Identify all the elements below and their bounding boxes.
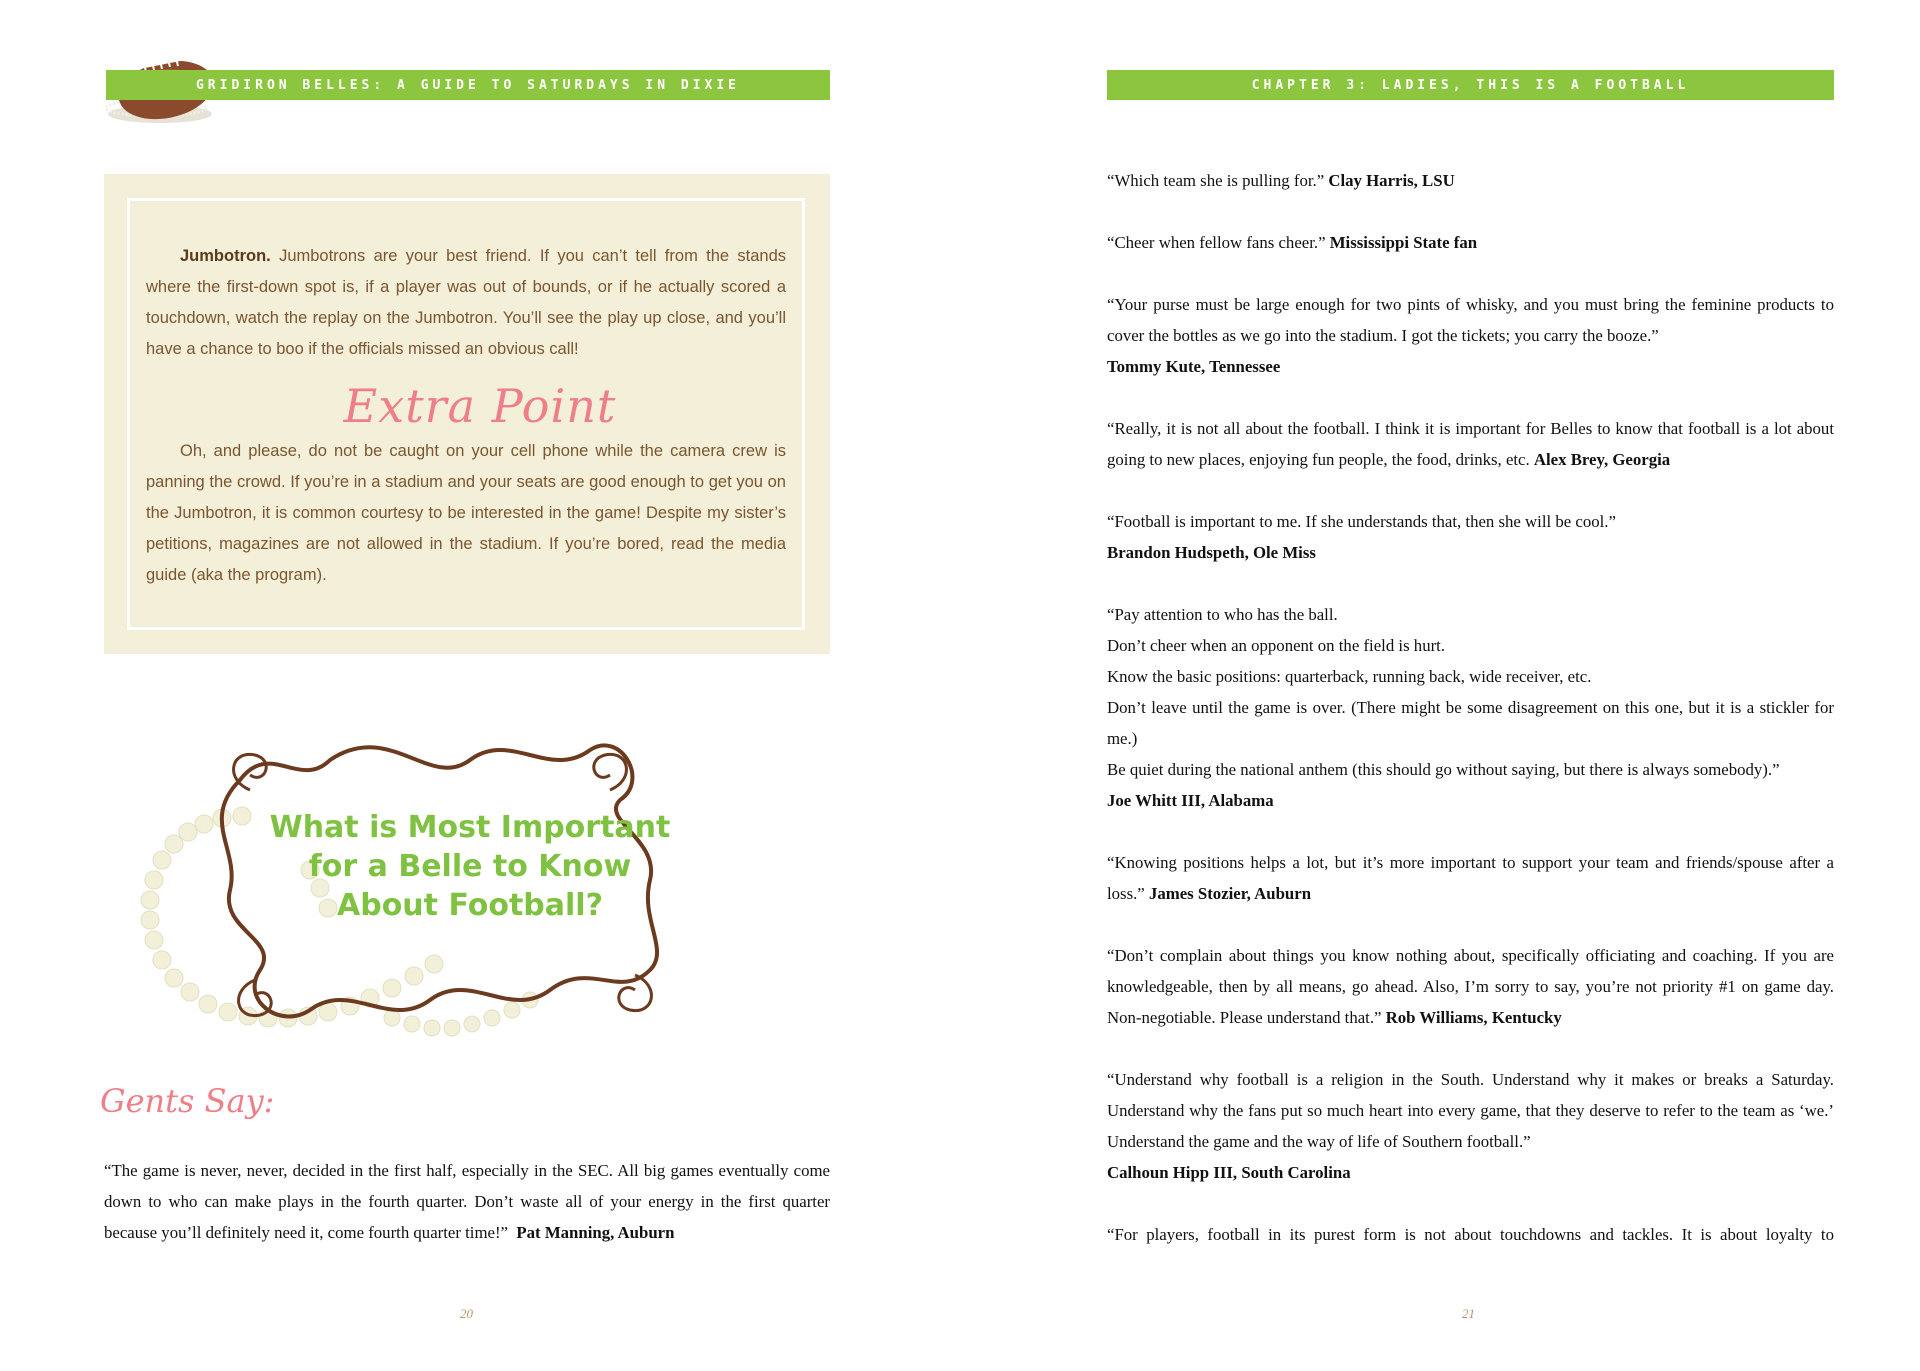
section-heading-line: About Football? xyxy=(337,888,603,923)
section-heading xyxy=(240,808,700,925)
quote-line: “Pay attention to who has the ball. xyxy=(1107,605,1338,624)
quote-paragraph xyxy=(1107,1064,1834,1188)
quote-paragraph xyxy=(1107,506,1834,568)
quote-text: “Don’t complain about things you know nothing about, specifically officiating and coaching. If you are knowledgeable, then by all means, go ahead. Also, I’m sorry to say, you’re not priority #1 on game day. Non-negotiable. Please understand that.” xyxy=(1107,946,1834,1027)
quote-text: “Football is important to me. If she understands that, then she will be cool.” xyxy=(1107,512,1616,531)
page-number: 20 xyxy=(460,1306,473,1321)
extra-point-paragraph: Oh, and please, do not be caught on your cell phone while the camera crew is panning the crowd. If you’re in a stadium and your seats are good enough to get you on the Jumbotron, it is common courtesy to be interested in the game! Despite my sister’s petitions, magazines are not allowed in the stadium. If you’re bored, read the media guide (aka the program). xyxy=(146,442,786,584)
quote-paragraph xyxy=(1107,599,1834,816)
gents-say-heading: Gents Say: xyxy=(100,1082,275,1120)
quote-line: Be quiet during the national anthem (this should go without saying, but there is always somebody).” xyxy=(1107,760,1780,779)
quote-line: Don’t leave until the game is over. (There might be some disagreement on this one, but it is a stickler for me.) xyxy=(1107,698,1834,748)
quote-paragraph xyxy=(1107,413,1834,475)
quote-attribution: Joe Whitt III, Alabama xyxy=(1107,791,1274,810)
quote-text: “The game is never, never, decided in the first half, especially in the SEC. All big games eventually come down to who can make plays in the fourth quarter. Don’t waste all of your energy in the first quarter because you’ll definitely need it, come fourth quarter time!” xyxy=(104,1161,830,1242)
sidebar-box xyxy=(104,174,830,654)
quote-attribution: Rob Williams, Kentucky xyxy=(1385,1008,1562,1027)
quote-attribution: James Stozier, Auburn xyxy=(1148,884,1312,903)
quote-attribution: Mississippi State fan xyxy=(1329,233,1478,252)
quote-line: Know the basic positions: quarterback, running back, wide receiver, etc. xyxy=(1107,667,1592,686)
quote-text: “Your purse must be large enough for two pints of whisky, and you must bring the feminine products to cover the bottles as we go into the stadium. I got the tickets; you carry the booze.” xyxy=(1107,295,1834,345)
quote-attribution: Calhoun Hipp III, South Carolina xyxy=(1107,1163,1351,1182)
quote-text: “Really, it is not all about the football. I think it is important for Belles to know that football is a lot about going to new places, enjoying fun people, the food, drinks, etc. xyxy=(1107,419,1834,469)
quote-paragraph xyxy=(1107,227,1834,258)
quote-text: “Knowing positions helps a lot, but it’s more important to support your team and friends/spouse after a loss.” xyxy=(1107,853,1834,903)
jumbotron-paragraph xyxy=(130,241,802,365)
quote-paragraph xyxy=(1107,289,1834,382)
sidebar-frame xyxy=(127,198,805,630)
quote-attribution: Brandon Hudspeth, Ole Miss xyxy=(1107,543,1316,562)
right-page xyxy=(960,0,1920,1371)
quotes-column xyxy=(1107,165,1834,1281)
paragraph-lead: Jumbotron. xyxy=(180,247,271,265)
section-heading-line: for a Belle to Know xyxy=(308,849,632,884)
quote-line: Don’t cheer when an opponent on the field is hurt. xyxy=(1107,636,1446,655)
quote-paragraph-continued: “For players, football in its purest form is not about touchdowns and tackles. It is about loyalty to xyxy=(1107,1225,1834,1244)
paragraph-body: Jumbotrons are your best friend. If you can’t tell from the stands where the first-down spot is, if a player was out of bounds, or if he actually scored a touchdown, watch the replay on the Jumbotron. You’ll see the play up close, and you’ll have a chance to boo if the officials missed an obvious call! xyxy=(146,247,786,358)
quote-paragraph xyxy=(1107,165,1834,196)
quote-text: “Cheer when fellow fans cheer.” xyxy=(1107,233,1330,252)
section-heading-line: What is Most Important xyxy=(269,810,671,845)
quote-attribution: Alex Brey, Georgia xyxy=(1533,450,1671,469)
quote-attribution: Pat Manning, Auburn xyxy=(516,1223,675,1242)
page-number: 21 xyxy=(1462,1306,1475,1321)
quote-text: “Understand why football is a religion in the South. Understand why it makes or breaks a Saturday. Understand why the fans put so much heart into every game, that they deserve to refer to the team as ‘we.’ Understand the game and the way of life of Southern football.” xyxy=(1107,1070,1834,1151)
quote-paragraph xyxy=(1107,940,1834,1033)
extra-point-heading: Extra Point xyxy=(343,379,617,433)
quote-paragraph xyxy=(104,1155,830,1248)
quote-text: “Which team she is pulling for.” xyxy=(1107,171,1329,190)
quote-attribution: Tommy Kute, Tennessee xyxy=(1107,357,1281,376)
quote-attribution: Clay Harris, LSU xyxy=(1328,171,1455,190)
quote-paragraph xyxy=(1107,847,1834,909)
running-header: GRIDIRON BELLES: A GUIDE TO SATURDAYS IN DIXIE xyxy=(106,70,830,100)
running-header: CHAPTER 3: LADIES, THIS IS A FOOTBALL xyxy=(1107,70,1834,100)
